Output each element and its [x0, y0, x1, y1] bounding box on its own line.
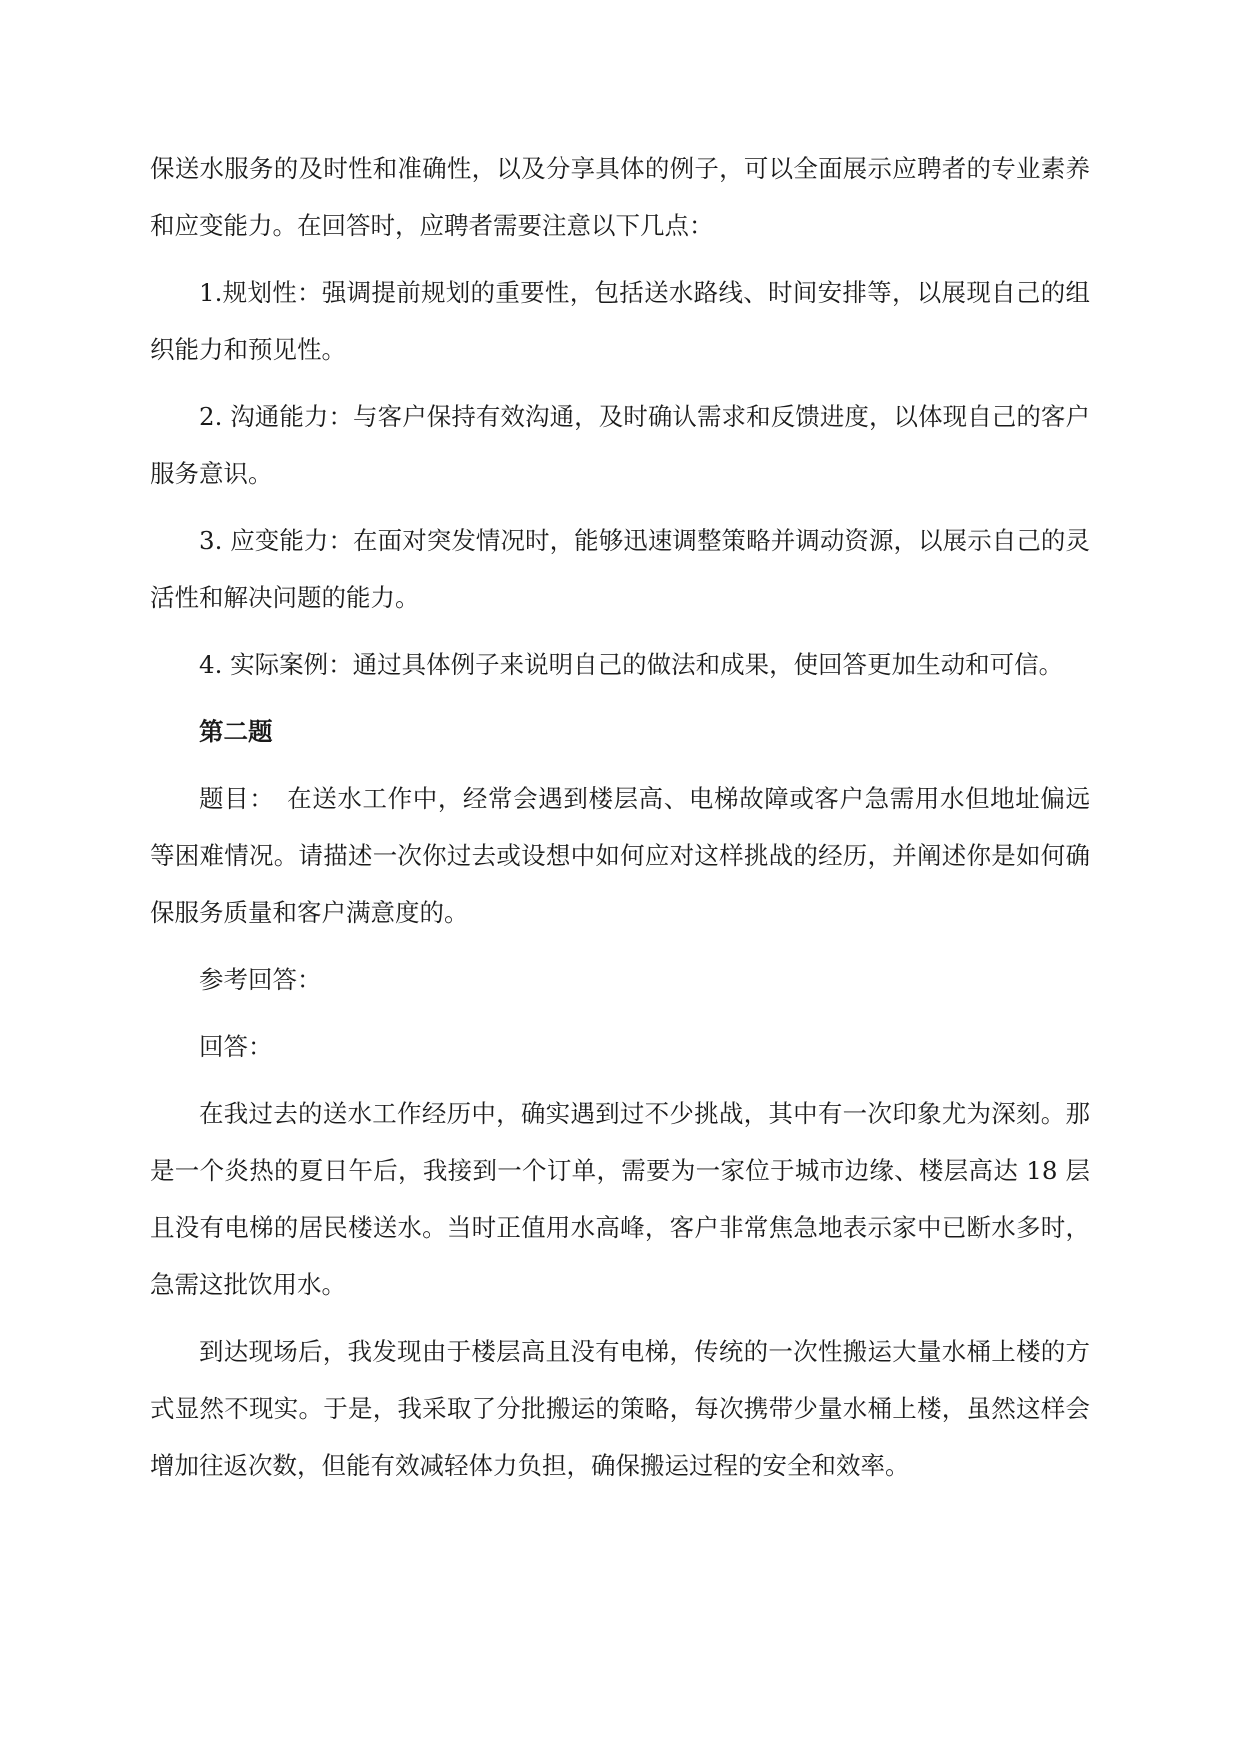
question-text: 题目： 在送水工作中，经常会遇到楼层高、电梯故障或客户急需用水但地址偏远等困难情况。请描述一次你过去或设想中如何应对这样挑战的经历，并阐述你是如何确保服务质量和客户满意度的。	[150, 784, 1090, 927]
list-item-case-study: 4. 实际案例：通过具体例子来说明自己的做法和成果，使回答更加生动和可信。	[199, 650, 1064, 679]
reference-answer-label: 参考回答：	[199, 965, 322, 994]
answer-paragraph-strategy: 到达现场后，我发现由于楼层高且没有电梯，传统的一次性搬运大量水桶上楼的方式显然不现实。于是，我采取了分批搬运的策略，每次携带少量水桶上楼，虽然这样会增加往返次数，但能有效减轻体力负担，确保搬运过程的安全和效率。	[150, 1337, 1090, 1480]
list-item-communication: 2. 沟通能力：与客户保持有效沟通，及时确认需求和反馈进度，以体现自己的客户服务意识。	[150, 402, 1090, 488]
answer-label: 回答：	[199, 1032, 273, 1061]
list-item-planning: 1.规划性：强调提前规划的重要性，包括送水路线、时间安排等，以展现自己的组织能力和预见性。	[150, 278, 1090, 364]
list-item-adaptability: 3. 应变能力：在面对突发情况时，能够迅速调整策略并调动资源，以展示自己的灵活性和解决问题的能力。	[150, 526, 1090, 612]
answer-paragraph-experience: 在我过去的送水工作经历中，确实遇到过不少挑战，其中有一次印象尤为深刻。那是一个炎热的夏日午后，我接到一个订单，需要为一家位于城市边缘、楼层高达 18 层且没有电梯的居民楼送水。当时正值用水高峰，客户非常焦急地表示家中已断水多时，急需这批饮用水。	[150, 1099, 1090, 1299]
paragraph-intro-continuation: 保送水服务的及时性和准确性，以及分享具体的例子，可以全面展示应聘者的专业素养和应变能力。在回答时，应聘者需要注意以下几点：	[150, 154, 1090, 240]
section-heading-question-two: 第二题	[199, 717, 273, 746]
document-body	[150, 140, 1090, 1504]
